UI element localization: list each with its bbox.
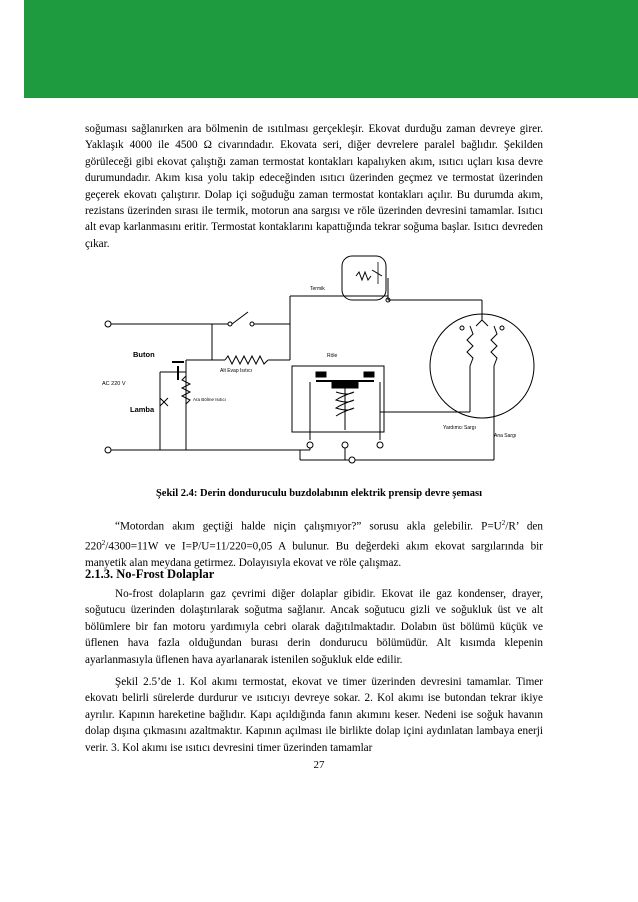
superscript: 2	[501, 519, 506, 527]
label-ac: AC 220 V	[102, 381, 126, 387]
label-alt-evap: Alt Evap Isıtıcı	[220, 368, 252, 374]
para-text: “Motordan akım geçtiği halde niçin çalışmıyor?” sorusu akla gelebilir. P=U	[115, 520, 502, 533]
label-lamba: Lamba	[130, 405, 155, 414]
label-termik: Termik	[310, 286, 325, 292]
figure-caption: Şekil 2.4: Derin donduruculu buzdolabının elektrik prensip devre şeması	[155, 488, 483, 499]
paragraph: Şekil 2.5’de 1. Kol akımı termostat, ekovat ve timer üzerinden devresini tamamlar. Timer ekovatı belirli sürelerde durdurur ve ısıtıcıyı devreye sokar. 2. Kol akımı ise butondan tekrar ikiye ayrılır. Kapının hareketine bağlıdır. Kapı açıldığında fanın akımını keser. Nedeni ise soğuk havanın dolap dışına çıkmasını azaltmaktır. Kapının açılması ile birlikte dolap içini aydınlatan lambaya enerji verir. 3. Kol akımı ise ısıtıcı devresini timer üzerinden tamamlar	[85, 676, 543, 754]
label-role: Röle	[327, 353, 338, 359]
terminal-bottom	[105, 447, 111, 453]
label-buton: Buton	[133, 350, 155, 359]
motor	[430, 314, 534, 418]
para-text: /R’ den 220	[85, 520, 543, 553]
paragraph: No-frost dolapların gaz çevrimi diğer dolaplar gibidir. Ekovat ile gaz kondenser, drayer, soğutucu üzerinden dolaştırılarak soğutma sağlanır. Ancak soğutucu gizli ve soğukluk üst ve alt bölümlere bir fan motoru yardımıyla cebri olarak dağıtılmaktadır. Dolabın üst bölümü küçük ve üflenen hava fazla olduğundan burası derin dondurucu bölümüdür. Alt kısımda klepenin ayarlanmasıyla üflenen hava ayarlanarak istenilen soğukluk elde edilir.	[85, 588, 543, 666]
bottom-text	[85, 586, 543, 756]
termik-box	[342, 256, 386, 300]
middle-text	[85, 515, 543, 572]
label-ana: Ana Sargı	[494, 433, 517, 439]
paragraph: soğuması sağlanırken ara bölmenin de ısıtılması gerçekleşir. Ekovat durduğu zaman devreye girer. Yaklaşık 4000 ile 4500 Ω civarındadır. Ekovata seri, diğer devrelere paralel bağlıdır. Şekilden görüleceği gibi ekovat çalıştığı zaman termostat kontakları kapalıyken akım, ısıtıcı uçları kısa devre durumundadır. Akım kısa yolu takip edeceğinden ısıtıcı üzerinden geçmez ve termostat üzerinden geçerek ekovatı çalıştırır. Dolap içi soğuduğu zaman termostat kontakları açılır. Bu durumda akım, rezistans üzerinden sırası ile termik, motorun ana sargısı ve röle üzerinden devresini tamamlar. Isıtıcı alt evap karlanmasını eritir. Termostat kontaklarını kapattığında tekrar soğuma başlar. Isıtıcı devreden çıkar.	[85, 123, 543, 250]
section-heading: 2.1.3. No-Frost Dolaplar	[85, 567, 215, 581]
label-ara-bolme: Ara Bölme Isıtıcı	[193, 397, 227, 402]
superscript: 2	[101, 539, 106, 548]
page-number: 27	[313, 759, 325, 771]
para-text: /4300=11W ve I=P/U=11/220=0,05 A bulunur. Bu değerdeki akım ekovat sargılarında bir manyetik alan meydana getirmez. Dolayısıyla ekovat ve röle çalışmaz.	[85, 540, 543, 570]
paragraph	[85, 515, 543, 572]
terminal-top	[105, 321, 111, 327]
label-yardimci: Yardımcı Sargı	[443, 425, 476, 431]
